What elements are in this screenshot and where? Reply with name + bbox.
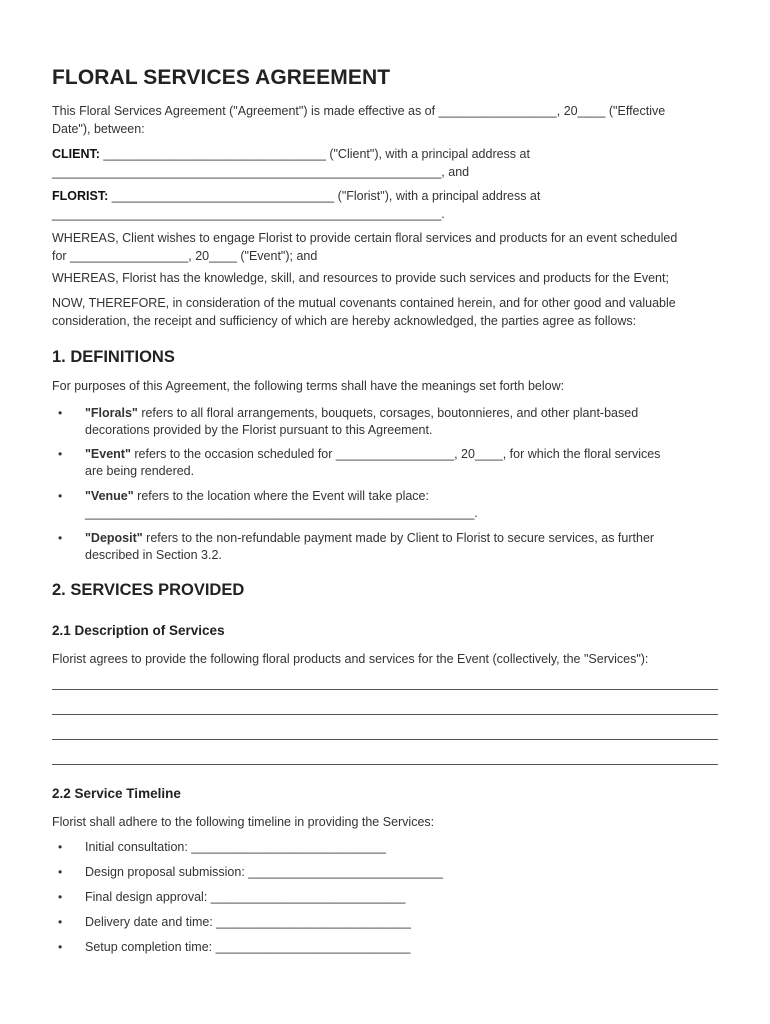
timeline-intro: Florist shall adhere to the following timeline in providing the Services: xyxy=(52,815,435,829)
timeline-item-text: Design proposal submission: ____________________________ xyxy=(85,865,443,879)
intro-line-1: This Floral Services Agreement ("Agreement") is made effective as of _________________, 20____ ("Effective xyxy=(52,104,666,118)
timeline-item-text: Initial consultation: ____________________________ xyxy=(85,840,386,854)
client-label: CLIENT: xyxy=(52,147,100,161)
bullet-icon: • xyxy=(58,940,63,954)
definition-term: "Florals" xyxy=(85,406,138,420)
section-1-heading: 1. DEFINITIONS xyxy=(52,348,175,366)
florist-block xyxy=(52,188,540,223)
section-2-heading: 2. SERVICES PROVIDED xyxy=(52,581,245,599)
bullet-icon: • xyxy=(58,489,63,503)
client-block xyxy=(52,146,530,181)
whereas-client-paragraph xyxy=(52,230,677,265)
bullet-icon: • xyxy=(58,447,63,461)
services-blank-line-4 xyxy=(52,764,718,765)
services-blank-line-2 xyxy=(52,714,718,715)
definition-text: refers to the occasion scheduled for _________________, 20____, for which the floral services xyxy=(130,447,661,461)
intro-line-2: Date"), between: xyxy=(52,121,145,136)
intro-paragraph xyxy=(52,103,722,138)
bullet-icon: • xyxy=(58,915,63,929)
florist-label: FLORIST: xyxy=(52,189,109,203)
services-blank-line-3 xyxy=(52,739,718,740)
definition-text-cont: are being rendered. xyxy=(85,464,195,478)
florist-line-2: ________________________________________________________. xyxy=(52,206,445,221)
definition-text: refers to the non-refundable payment made by Client to Florist to secure services, as further xyxy=(142,531,655,545)
services-intro: Florist agrees to provide the following floral products and services for the Event (collectively, the "Services"): xyxy=(52,652,649,666)
bullet-icon: • xyxy=(58,840,63,854)
bullet-icon: • xyxy=(58,406,63,420)
section-2-2-heading: 2.2 Service Timeline xyxy=(52,786,181,801)
definition-text-cont: described in Section 3.2. xyxy=(85,548,222,562)
client-line-1: ________________________________ ("Client"), with a principal address at xyxy=(99,147,530,161)
definition-term: "Deposit" xyxy=(85,531,143,545)
definition-text-cont: ________________________________________________________. xyxy=(85,506,478,520)
bullet-icon: • xyxy=(58,890,63,904)
now-line-1: NOW, THEREFORE, in consideration of the mutual covenants contained herein, and for other good and valuable xyxy=(52,296,676,310)
now-therefore-paragraph xyxy=(52,295,676,330)
whereas-1-line-1: WHEREAS, Client wishes to engage Florist to provide certain floral services and products for an event scheduled xyxy=(52,231,678,245)
timeline-item-text: Setup completion time: ____________________________ xyxy=(85,940,411,954)
definitions-intro: For purposes of this Agreement, the following terms shall have the meanings set forth below: xyxy=(52,379,565,393)
florist-line-1: ________________________________ ("Florist"), with a principal address at xyxy=(108,189,541,203)
whereas-florist-paragraph: WHEREAS, Florist has the knowledge, skill, and resources to provide such services and products for the Event; xyxy=(52,271,669,285)
definition-term: "Event" xyxy=(85,447,131,461)
bullet-icon: • xyxy=(58,865,63,879)
section-2-1-heading: 2.1 Description of Services xyxy=(52,623,225,638)
bullet-icon: • xyxy=(58,531,63,545)
client-line-2: ________________________________________________________, and xyxy=(52,164,470,179)
timeline-item-text: Delivery date and time: ____________________________ xyxy=(85,915,411,929)
document-title: FLORAL SERVICES AGREEMENT xyxy=(52,66,391,89)
definition-text-cont: decorations provided by the Florist pursuant to this Agreement. xyxy=(85,423,433,437)
definition-term: "Venue" xyxy=(85,489,134,503)
services-blank-line-1 xyxy=(52,689,718,690)
timeline-item-text: Final design approval: ____________________________ xyxy=(85,890,406,904)
definition-text: refers to all floral arrangements, bouquets, corsages, boutonnieres, and other plant-based xyxy=(137,406,639,420)
definition-text: refers to the location where the Event will take place: xyxy=(133,489,429,503)
whereas-1-line-2: for _________________, 20____ ("Event"); and xyxy=(52,248,318,263)
now-line-2: consideration, the receipt and sufficiency of which are hereby acknowledged, the parties agree as follows: xyxy=(52,313,637,328)
